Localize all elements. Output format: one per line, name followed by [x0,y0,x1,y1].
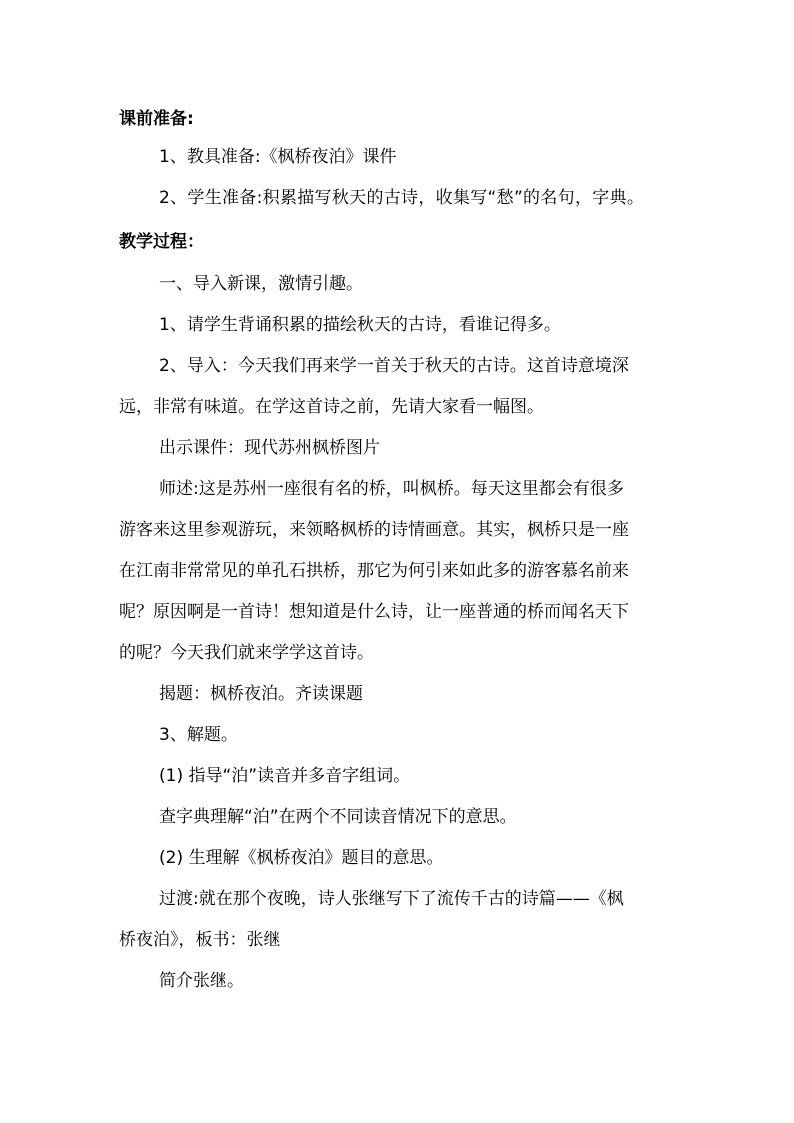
paragraph-line: (1) 指导“泊”读音并多音字组词。 [159,766,411,786]
paragraph-line: 1、教具准备:《枫桥夜泊》课件 [159,147,397,167]
paragraph-line: 2、导入：今天我们再来学一首关于秋天的古诗。这首诗意境深 [159,356,629,376]
paragraph-line: 一、导入新课，激情引趣。 [159,274,363,294]
paragraph-line: 过渡:就在那个夜晚，诗人张继写下了流传千古的诗篇——《枫 [159,889,624,909]
paragraph-line: 的呢？今天我们就来学学这首诗。 [119,643,374,663]
paragraph-line: 揭题：枫桥夜泊。齐读课题 [159,684,363,704]
paragraph-line: (2) 生理解《枫桥夜泊》题目的意思。 [159,848,444,868]
paragraph-line: 呢？原因啊是一首诗！想知道是什么诗，让一座普通的桥而闻名天下 [119,602,629,622]
section-heading-process: 教学过程： [119,232,204,252]
paragraph-line: 远，非常有味道。在学这首诗之前，先请大家看一幅图。 [119,397,544,417]
paragraph-line: 游客来这里参观游玩，来领略枫桥的诗情画意。其实，枫桥只是一座 [119,520,629,540]
paragraph-line: 3、解题。 [159,725,238,745]
paragraph-line: 在江南非常常见的单孔石拱桥，那它为何引来如此多的游客慕名前来 [119,561,629,581]
paragraph-line: 桥夜泊》，板书：张继 [119,930,281,950]
paragraph-line: 师述:这是苏州一座很有名的桥，叫枫桥。每天这里都会有很多 [159,479,624,499]
paragraph-line: 2、学生准备:积累描写秋天的古诗，收集写“愁”的名句，字典。 [159,188,645,208]
paragraph-line: 简介张继。 [159,971,244,991]
paragraph-line: 查字典理解“泊”在两个不同读音情况下的意思。 [159,807,517,827]
paragraph-line: 1、请学生背诵积累的描绘秋天的古诗，看谁记得多。 [159,315,561,335]
section-heading-preparation: 课前准备: [119,109,194,129]
paragraph-line: 出示课件：现代苏州枫桥图片 [159,438,380,458]
